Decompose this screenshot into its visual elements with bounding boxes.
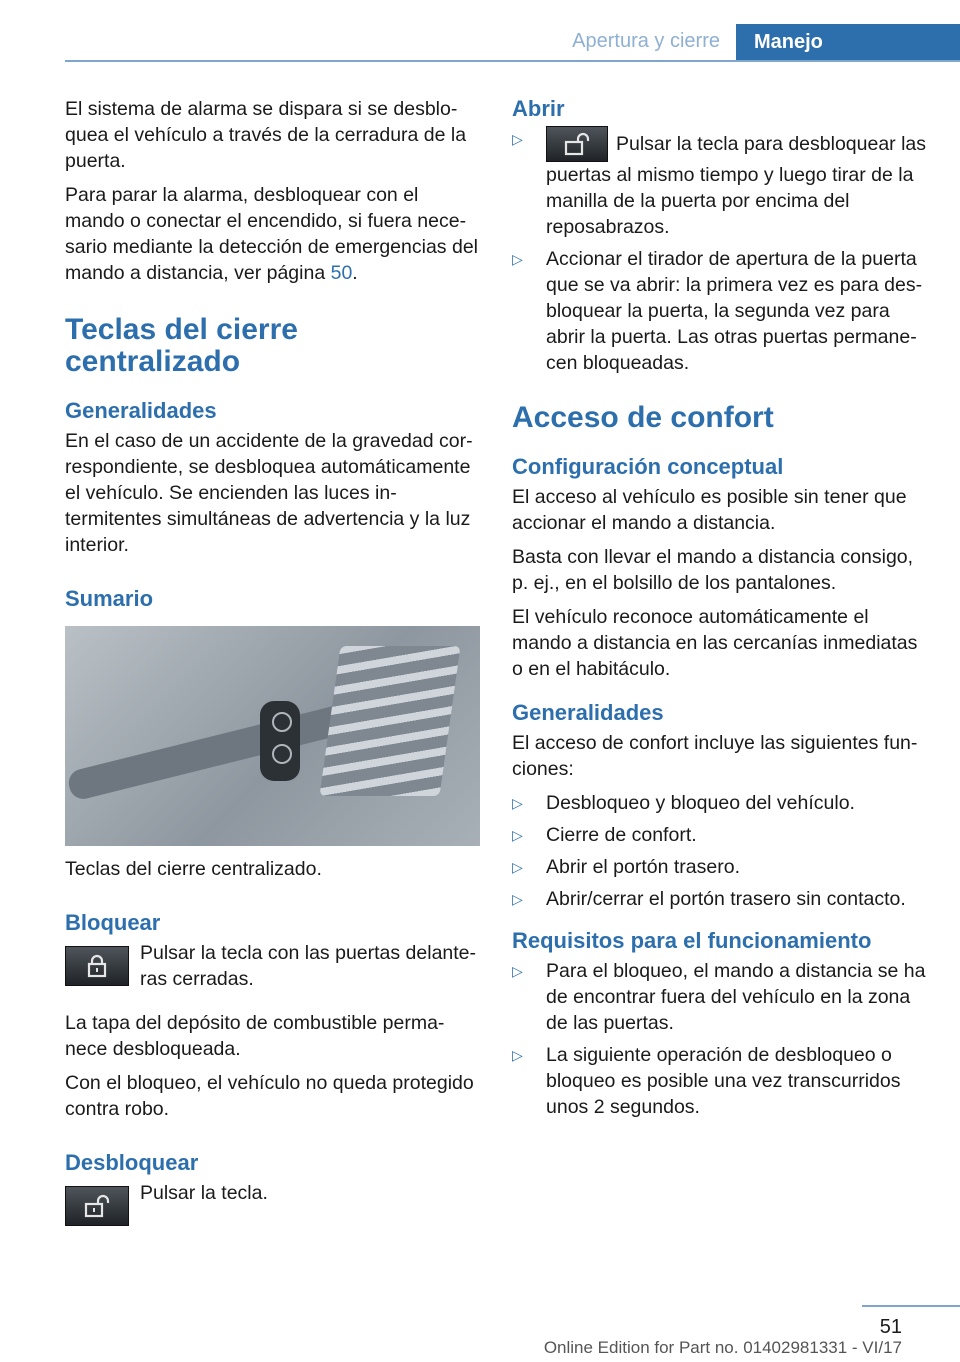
list-item [512, 126, 927, 240]
stop-alarm-paragraph [65, 182, 480, 286]
bloquear-heading: Bloquear [65, 910, 161, 935]
page-link[interactable]: 50 [330, 262, 353, 284]
desbloquear-heading: Desbloquear [65, 1150, 199, 1175]
lock-closed-icon [65, 946, 129, 986]
bullet-icon: ▷ [512, 891, 523, 907]
fuel-flap-text: La tapa del depósito de combustible permanece desbloqueada. [65, 1012, 445, 1060]
footer-rule [862, 1305, 960, 1307]
unlock-key-text: Pulsar la tecla. [140, 1182, 268, 1204]
alarm-paragraph: El sistema de alarma se dispara si se desbloquea el vehículo a través de la cerradura de la puerta. [65, 98, 467, 172]
bullet-icon: ▷ [512, 795, 523, 811]
list-item-text: Desbloqueo y bloqueo del vehículo. [546, 792, 855, 814]
configuracion-text-3: El vehículo reconoce automáticamente el mando a distancia en las cercanías inmediatas o en el habitáculo. [512, 606, 918, 680]
header-rule [65, 60, 960, 62]
list-item [512, 822, 927, 848]
list-item-text: Cierre de confort. [546, 824, 697, 846]
requisitos-list [512, 958, 927, 1120]
list-item-text: Accionar el tirador de apertura de la puerta que se va abrir: la primera vez es para desbloquear la puerta, la segunda vez para abrir la puerta. Las otras puertas permanecen bloqueadas. [546, 248, 923, 374]
bullet-icon: ▷ [512, 131, 523, 147]
left-column [65, 96, 480, 1226]
stop-alarm-text: Para parar la alarma, desbloquear con el mando o conectar el encendido, si fuera necesario mediante la detección de emergencias del mando a distancia, ver página [65, 184, 478, 284]
bullet-icon: ▷ [512, 827, 523, 843]
footer-edition: Online Edition for Part no. 01402981331 - VI/17 [543, 1338, 902, 1357]
list-item-text: La siguiente operación de desbloqueo o bloqueo es posible una vez transcurridos unos 2 segundos. [546, 1044, 901, 1118]
header-tab: Manejo [736, 24, 960, 62]
sumario-heading: Sumario [65, 586, 154, 611]
list-item [512, 958, 927, 1036]
generalidades-heading: Generalidades [512, 700, 664, 725]
list-item-text: Pulsar la tecla para desbloquear las puertas al mismo tiempo y luego tirar de la manilla de la puerta por encima del reposabrazos. [546, 133, 927, 238]
lock-open-icon [546, 126, 608, 162]
door-lock-photo [65, 626, 480, 846]
list-item [512, 1042, 927, 1120]
bullet-icon: ▷ [512, 251, 523, 267]
abrir-heading: Abrir [512, 96, 565, 121]
lock-key-text: Pulsar la tecla con las puertas delanteras cerradas. [140, 942, 477, 990]
theft-text: Con el bloqueo, el vehículo no queda protegido contra robo. [65, 1072, 474, 1120]
bullet-icon: ▷ [512, 859, 523, 875]
lock-open-icon [65, 1186, 129, 1226]
bullet-icon: ▷ [512, 1047, 523, 1063]
functions-list [512, 790, 927, 912]
list-item [512, 246, 927, 376]
generalidades-text: El acceso de confort incluye las siguientes funciones: [512, 732, 918, 780]
list-item-text: Abrir/cerrar el portón trasero sin contacto. [546, 888, 906, 910]
abrir-list [512, 126, 927, 376]
section-title: Teclas del cierre centralizado [65, 313, 298, 378]
stop-alarm-end: . [352, 262, 358, 284]
lock-key-row [65, 940, 480, 992]
requisitos-heading: Requisitos para el funcionamiento [512, 928, 872, 953]
list-item-text: Para el bloqueo, el mando a distancia se ha de encontrar fuera del vehículo en la zona de las puertas. [546, 960, 926, 1034]
header-section: Apertura y cierre [572, 30, 720, 52]
right-column [512, 96, 927, 1126]
unlock-key-row [65, 1180, 480, 1226]
generalidades-heading: Generalidades [65, 398, 217, 423]
list-item [512, 790, 927, 816]
configuracion-heading: Configuración conceptual [512, 454, 784, 479]
section-title: Acceso de confort [512, 401, 774, 434]
bullet-icon: ▷ [512, 963, 523, 979]
photo-caption: Teclas del cierre centralizado. [65, 858, 322, 880]
list-item [512, 886, 927, 912]
generalidades-text: En el caso de un accidente de la gravedad correspondiente, se desbloquea automáticamente el vehículo. Se encienden las luces intermitentes simultáneas de advertencia y la luz interior. [65, 430, 473, 556]
list-item-text: Abrir el portón trasero. [546, 856, 741, 878]
configuracion-text-2: Basta con llevar el mando a distancia consigo, p. ej., en el bolsillo de los pantalones. [512, 546, 914, 594]
page-number: 51 [879, 1316, 902, 1338]
configuracion-text-1: El acceso al vehículo es posible sin tener que accionar el mando a distancia. [512, 486, 907, 534]
list-item [512, 854, 927, 880]
